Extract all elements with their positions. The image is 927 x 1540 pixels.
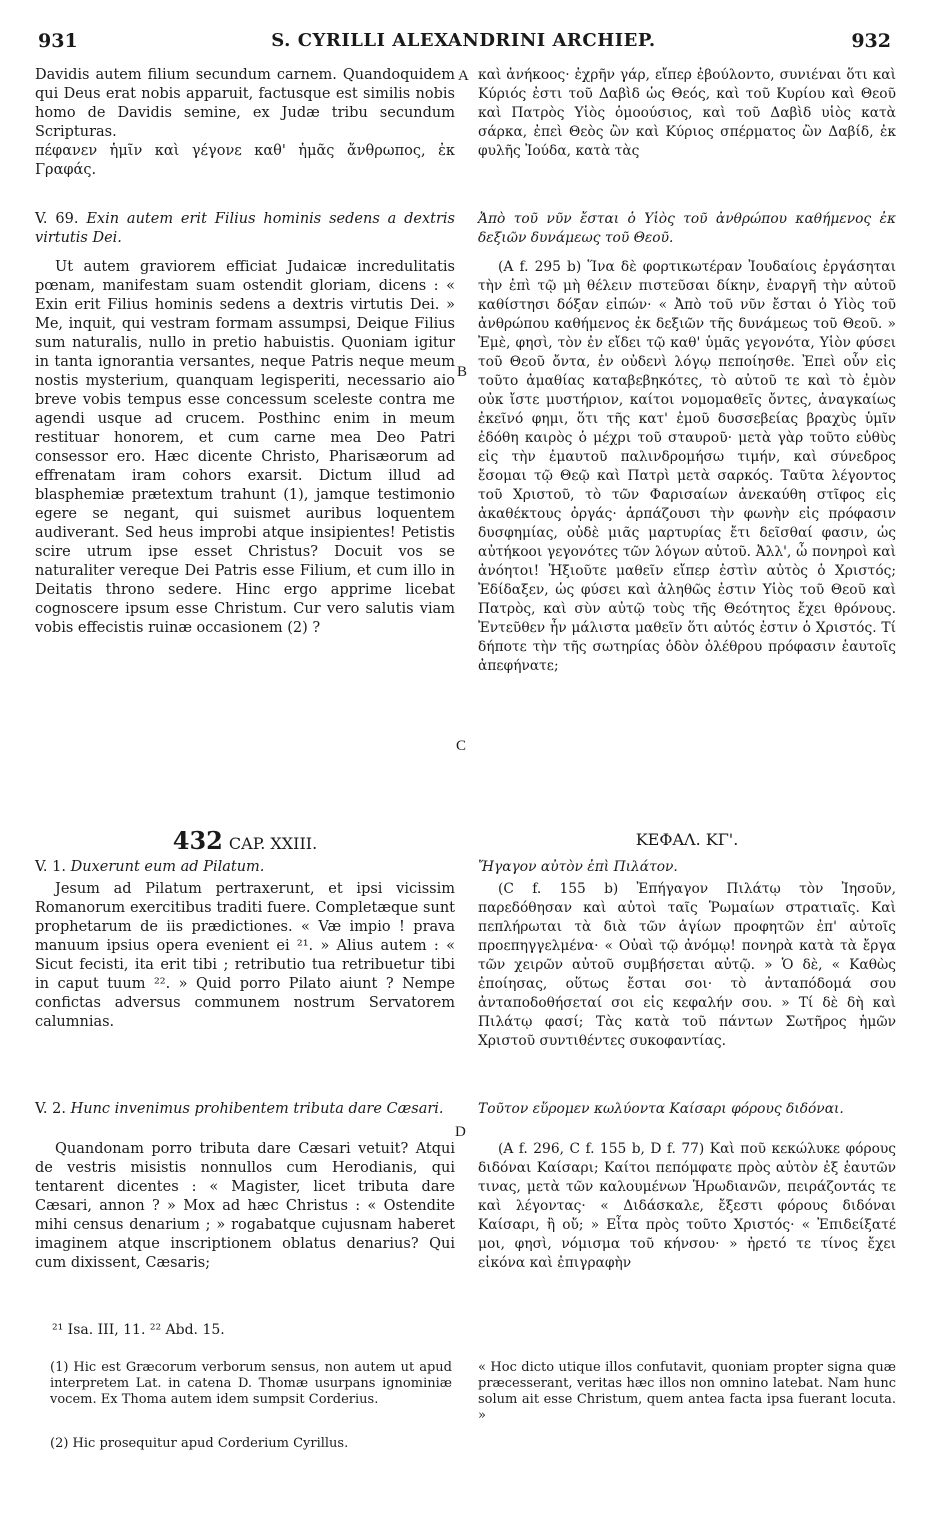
greek-paragraph-2: (A f. 295 b) Ἵνα δὲ φορτικωτέραν Ἰουδαίοις ἐργάσηται τὴν ἐπὶ τῷ μὴ θέλειν πιστεῦσαι δίκην, ἐναργῆ τὴν αὐτοῦ καθίστησι δόξαν εἰπών· « Ἀπὸ τοῦ νῦν ἔσται ὁ Υἱὸς τοῦ ἀνθρώπου καθήμενος ἐκ δεξιῶν τῆς δυνάμεως τοῦ Θεοῦ. » Ἐμὲ, φησὶ, τὸν ἐν εἴδει τῷ καθ' ὑμᾶς γεγονότα, Υἱὸν φύσει τοῦ Θεοῦ ὄντα, ἐν οὐδενὶ λόγῳ πεποίησθε. Ἐπεὶ οὖν εἰς τοῦτο ἀμαθίας καταβεβηκότες, τὸ αὐτοῦ τε καὶ τὸ ἐμὸν οὐκ ἴστε μυστήριον, καίτοι νομομαθεῖς ὄντες, ἀναγκαίως ἐκεῖνό φημι, ὅτι τῆς κατ' ἐμοῦ δυσσεβείας βραχὺς ὑμῖν ἐδόθη καιρὸς ὁ μέχρι τοῦ σταυροῦ· μετὰ γὰρ τοῦτο εὐθὺς εἰς τὴν ἐμαυτοῦ παλινδρομήσω τιμήν, καὶ σύνεδρος ἔσομαι τῷ Θεῷ καὶ Πατρὶ μετὰ σαρκός. Ταῦτα λέγοντος τοῦ Χριστοῦ, τὸ τῶν Φαρισαίων ἀνεκαύθη στῖφος εἰς ἀκαθέκτους ὀργάς· ἁρπάζουσι τὴν φωνὴν εἰς πρόφασιν δυσφημίας, οὐδὲ μιᾶς μαρτυρίας ἔτι δεῖσθαί φασιν, ὡς αὐτήκοοι γεγονότες τῶν λόγων αὐτοῦ. Ἀλλ', ὦ πονηροὶ καὶ ἀνόητοι! Ἠξιοῦτε μαθεῖν εἴπερ ἐστὶν αὐτὸς ὁ Χριστός; Ἐδίδαξεν, ὡς φύσει καὶ ἀληθῶς ἐστιν Υἱὸς τοῦ Θεοῦ καὶ Πατρὸς, καὶ σὺν αὐτῷ τοὺς τῆς Θεότητος ἔχει θρόνους. Ἐντεῦθεν ἦν μάλιστα μαθεῖν ὅτι αὐτός ἐστιν ὁ Χριστός. Τί δήποτε τὴν τῆς σωτηρίας ὁδὸν ὀλέθρου πρόφασιν ἑαυτοῖς ἀπεφήνατε; — [478, 259, 896, 674]
greek-paragraph-3: (C f. 155 b) Ἐπήγαγον Πιλάτῳ τὸν Ἰησοῦν, παρεδόθησαν καὶ αὐτοὶ ταῖς Ῥωμαίων στρατιαῖς. Καὶ πεπλήρωται τὰ διὰ τῶν ἁγίων προφητῶν ἐπ' αὐτοῖς προεπηγγελμένα· « Οὐαὶ τῷ ἀνόμῳ! πονηρὰ κατὰ τὰ ἔργα τῶν χειρῶν αὐτοῦ συμβήσεται αὐτῷ. » Ὁ δὲ, « Καθὼς ἐποίησας, οὕτως ἔσται σοι· τὸ ἀνταπόδομά σου ἀνταποδοθήσεταί σοι εἰς κεφαλήν σου. » Τί δὲ δὴ καὶ Πιλάτῳ φασί; Τὰς κατὰ τοῦ πάντων Σωτῆρος ἡμῶν Χριστοῦ συντιθέντες συκοφαντίας. — [478, 881, 896, 1049]
greek-verse-69: Ἀπὸ τοῦ νῦν ἔσται ὁ Υἱὸς τοῦ ἀνθρώπου καθήμενος ἐκ δεξιῶν δυνάμεως τοῦ Θεοῦ. — [478, 211, 896, 246]
margin-letter-b: B — [457, 364, 468, 380]
footnote-1: (1) Hic est Græcorum verborum sensus, non autem ut apud interpretem Lat. in catena D. Thomæ usurpans ignominiæ vocem. Ex Thoma autem idem sumpsit Corderius. — [50, 1360, 452, 1407]
chapter-heading-latin: 432 CAP. XXIII. — [172, 826, 318, 855]
latin-verse-2: V. 2. Hunc invenimus prohibentem tributa dare Cæsari. — [35, 1101, 444, 1117]
page-number-left: 931 — [38, 30, 78, 52]
greek-fragment: πέφανεν ἡμῖν καὶ γέγονε καθ' ἡμᾶς ἄνθρωπος, ἐκ Γραφάς. — [35, 143, 455, 178]
margin-letter-a: A — [458, 68, 469, 84]
verse-label: V. 69. — [35, 211, 79, 227]
greek-paragraph-4: (A f. 296, C f. 155 b, D f. 77) Καὶ ποῦ κεκώλυκε φόρους διδόναι Καίσαρι; Καίτοι πεπόμφατε πρὸς αὐτὸν ἐξ ἑαυτῶν τινας, μετὰ τῶν καλουμένων Ἡρωδιανῶν, πειράζοντάς τε καὶ λέγοντας· « Διδάσκαλε, ἔξεστι φόρους διδόναι Καίσαρι, ἢ οὔ; » Εἶτα πρὸς τοῦτο Χριστός· « Ἐπιδείξατέ μοι, φησὶ, νόμισμα τοῦ κήνσου· » ἠρετό τε τίνος ἔχει εἰκόνα καὶ ἐπιγραφὴν — [478, 1141, 896, 1271]
latin-verse-1: V. 1. Duxerunt eum ad Pilatum. — [35, 859, 265, 875]
latin-paragraph-2: Ut autem graviorem efficiat Judaicæ incredulitatis pœnam, manifestam suam ostendit gloriam, dicens : « Exin erit Filius hominis sedens a dextris virtutis Dei. » Me, inquit, qui vestram formam assumpsi, Deique Filius sum naturalis, nullo in pretio habuistis. Quoniam igitur in tanta ignorantia versantes, neque Patris neque meum nostis mysterium, quanquam legisperiti, necessario aio breve vobis tempus esse concessum sceleste contra me agendi usque ad crucem. Posthinc enim in meum restituar honorem, et cum carne mea Deo Patri consessor ero. Hæc dicente Christo, Pharisæorum ad effrenatam iram cohors exarsit. Dictum illud ad blasphemiæ prætextum trahunt (1), jamque testimonio egere se negant, qui suismet auribus loquentem audiverant. Sed heus improbi atque insipientes! Petistis scire utrum ipse esset Christus? Docuit vos se naturaliter vereque Dei Patris esse Filium, et cum illo in Deitatis throno sedere. Hinc ergo apprime licebat cognoscere ipsum esse Christum. Cur vero salutis viam vobis effecistis ruinæ occasionem (2) ? — [35, 259, 455, 636]
chapter-heading-greek: ΚΕΦΑΛ. ΚΓ'. — [635, 830, 739, 849]
greek-verse-2: Τοῦτον εὕρομεν κωλύοντα Καίσαρι φόρους διδόναι. — [478, 1101, 844, 1117]
footnote-2: (2) Hic prosequitur apud Corderium Cyrillus. — [50, 1436, 349, 1451]
margin-letter-c: C — [456, 738, 467, 754]
latin-paragraph-3: Jesum ad Pilatum pertraxerunt, et ipsi vicissim Romanorum exercitibus traditi fuere. Completæque sunt prophetarum de iis prædictiones. « Væ impio ! prava manuum ipsius opera evenient ei ²¹. » Alius autem : « Sicut fecisti, ita erit tibi ; retributio tua retribuetur tibi in caput tuum ²². » Quid porro Pilato aiunt ? Nempe confictas adversus communem nostrum Servatorem calumnias. — [35, 881, 455, 1030]
greek-paragraph-1: καὶ ἀνήκοος· ἐχρῆν γάρ, εἴπερ ἐβούλοντο, συνιέναι ὅτι καὶ Κύριός ἐστι τοῦ Δαβὶδ ὡς Θεός, καὶ τοῦ Κυρίου καὶ Θεοῦ καὶ Πατρὸς Υἱὸς ὁμοούσιος, καὶ τοῦ Δαβὶδ υἱὸς κατὰ σάρκα, ἐπεὶ Θεὸς ὢν καὶ Κύριος σπέρματος ὢν Δαβίδ, ἐκ φυλῆς Ἰούδα, κατὰ τὰς — [478, 67, 896, 159]
running-title: S. CYRILLI ALEXANDRINI ARCHIEP. — [271, 30, 656, 51]
column-number: 432 — [172, 826, 223, 855]
greek-verse-1: Ἤγαγον αὐτὸν ἐπὶ Πιλάτον. — [478, 859, 678, 875]
latin-verse-69 — [35, 210, 455, 248]
latin-paragraph-1: Davidis autem filium secundum carnem. Quandoquidem qui Deus erat nobis apparuit, factusque est similis nobis homo de Davidis semine, ex Judæ tribu secundum Scripturas. πέφανεν ἡμῖν καὶ γέγονε καθ' ἡμᾶς ἄνθρωπος, ἐκ Γραφάς. — [35, 67, 455, 178]
page-number-right: 932 — [851, 30, 891, 52]
latin-paragraph-4: Quandonam porro tributa dare Cæsari vetuit? Atqui de vestris misistis nonnullos cum Herodianis, qui tentarent dicentes : « Magister, licet tributa dare Cæsari, annon ? » Mox ad hæc Christus : « Ostendite mihi census denarium ; » rogabatque cujusnam haberet imaginem atque inscriptionem oblatus denarius? Qui cum dixissent, Cæsaris; — [35, 1141, 455, 1271]
footnote-right: « Hoc dicto utique illos confutavit, quoniam propter signa quæ præcesserant, veritas hæc illos non omnino latebat. Nam hunc solum ait esse Christum, quem antea facta ipsa fuerant locuta. » — [478, 1360, 896, 1423]
verse-text: Exin autem erit Filius hominis sedens a dextris virtutis Dei. — [35, 211, 455, 246]
margin-letter-d: D — [455, 1124, 466, 1140]
scripture-references: ²¹ Isa. III, 11. ²² Abd. 15. — [52, 1322, 225, 1338]
